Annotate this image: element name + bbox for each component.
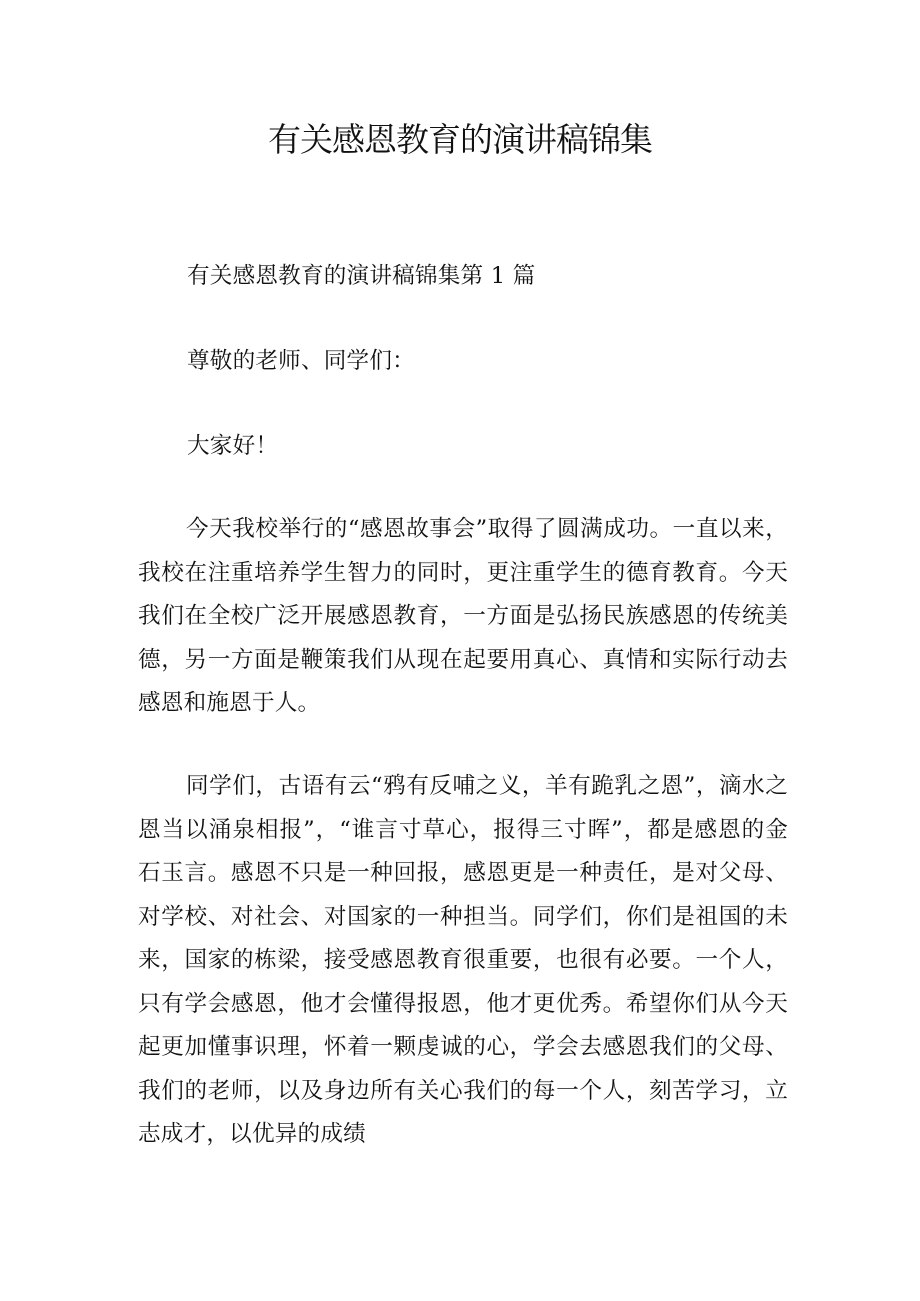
salutation: 尊敬的老师、同学们：	[187, 348, 415, 374]
document-title: 有关感恩教育的演讲稿锦集	[268, 120, 652, 159]
body-paragraph: 今天我校举行的“感恩故事会”取得了圆满成功。一直以来，我校在注重培养学生智力的同时，更注重学生的德育教育。今天我们在全校广泛开展感恩教育，一方面是弘扬民族感恩的传统美德，另一方面是鞭策我们从现在起要用真心、真情和实际行动去感恩和施恩于人。	[138, 516, 788, 716]
body-paragraph: 同学们，古语有云“鸦有反哺之义，羊有跪乳之恩”，滴水之恩当以涌泉相报”，“谁言寸草心，报得三寸晖”，都是感恩的金石玉言。感恩不只是一种回报，感恩更是一种责任，是对父母、对学校、对社会、对国家的一种担当。同学们，你们是祖国的未来，国家的栋梁，接受感恩教育很重要，也很有必要。一个人，只有学会感恩，他才会懂得报恩，他才更优秀。希望你们从今天起更加懂事识理，怀着一颗虔诚的心，学会去感恩我们的父母、我们的老师，以及身边所有关心我们的每一个人，刻苦学习，立志成才，以优异的成绩	[138, 773, 788, 1147]
greeting: 大家好！	[187, 433, 279, 459]
section-heading: 有关感恩教育的演讲稿锦集第 1 篇	[187, 263, 536, 289]
